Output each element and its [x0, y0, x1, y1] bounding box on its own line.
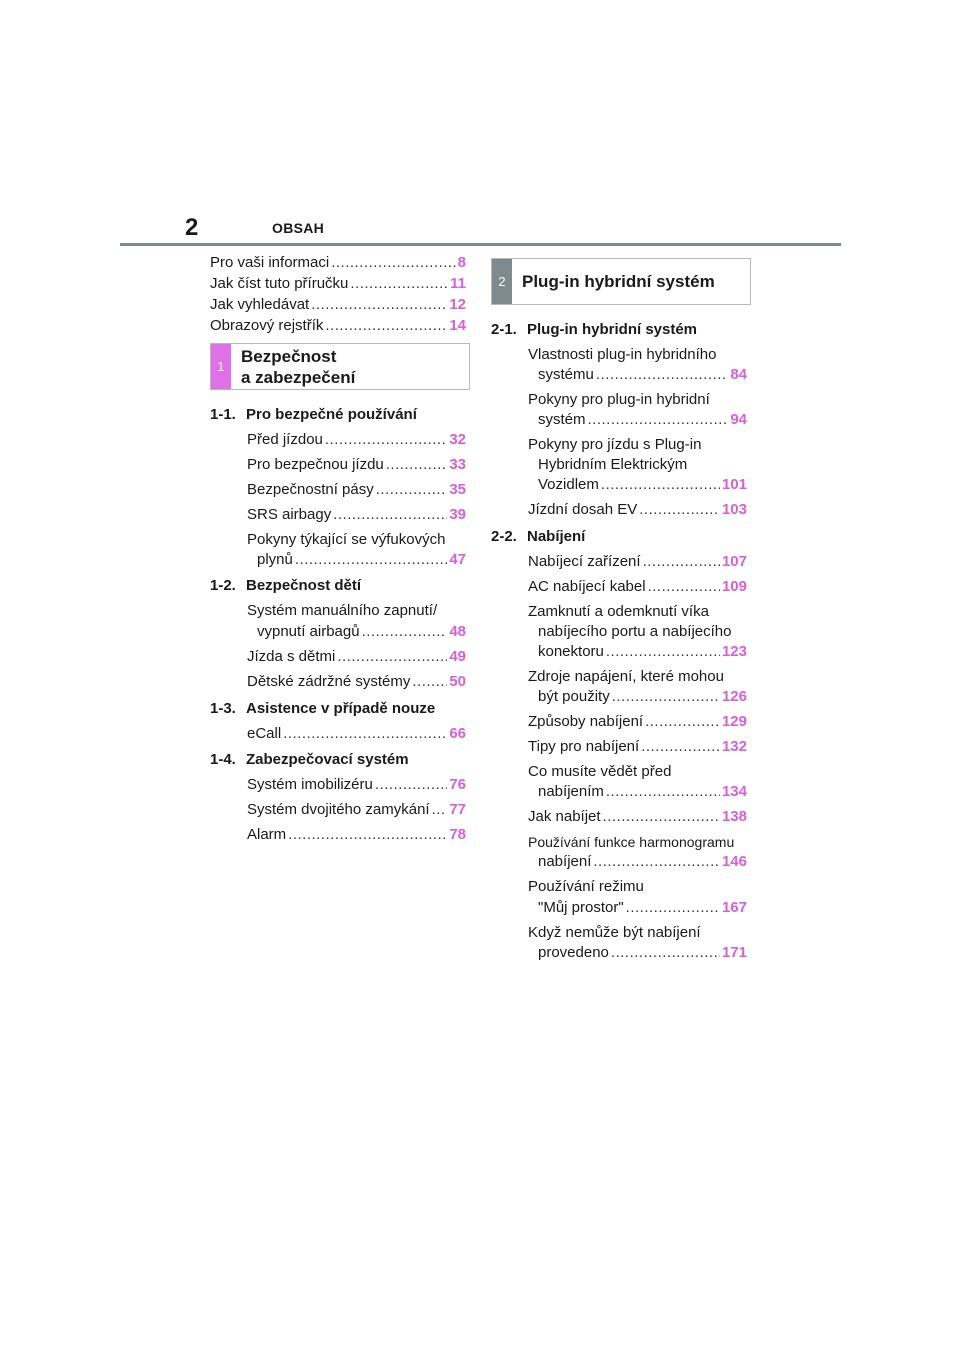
- subsection-heading[interactable]: 1-2. Bezpečnost dětí: [210, 577, 362, 594]
- header-rule: [120, 243, 841, 246]
- toc-entry-text-line1: Vlastnosti plug-in hybridního: [528, 346, 717, 363]
- toc-entry-page[interactable]: 8: [457, 254, 466, 271]
- toc-entry-page[interactable]: 12: [449, 296, 466, 313]
- toc-entry[interactable]: Bezpečnostní pásy ..... 35: [247, 481, 466, 498]
- section-1-tab: 1: [211, 344, 231, 389]
- toc-entry[interactable]: [210, 254, 466, 271]
- toc-entry[interactable]: [210, 296, 466, 313]
- toc-entry[interactable]: Pro bezpečnou jízdu ..... 33: [247, 456, 466, 473]
- toc-entry-text: Jak vyhledávat: [210, 296, 310, 313]
- toc-entry-page[interactable]: 50: [449, 673, 466, 690]
- toc-entry-text-line1: Používání režimu: [528, 878, 644, 895]
- toc-entry-page[interactable]: 35: [449, 481, 466, 498]
- toc-entry-page[interactable]: 134: [721, 783, 747, 800]
- toc-entry-page[interactable]: 107: [721, 553, 747, 570]
- toc-entry-text-line1: Systém manuálního zapnutí/: [247, 602, 438, 619]
- toc-entry-text: Pro vaši informaci: [210, 254, 330, 271]
- toc-entry-page[interactable]: 39: [449, 506, 466, 523]
- toc-entry-page[interactable]: 47: [449, 551, 466, 568]
- page-number: 2: [185, 214, 199, 241]
- toc-entry[interactable]: Jízdní dosah EV ..... 103: [528, 501, 747, 518]
- toc-entry[interactable]: SRS airbagy ..... 39: [247, 506, 466, 523]
- toc-entry-text-line1: Zamknutí a odemknutí víka: [528, 603, 709, 620]
- section-2-title: Plug-in hybridní systém: [522, 272, 715, 291]
- section-2-header[interactable]: [491, 258, 751, 305]
- toc-entry[interactable]: Nabíjecí zařízení ..... 107: [528, 553, 747, 570]
- subsection-heading[interactable]: 2-2. Nabíjení: [491, 528, 586, 545]
- toc-entry[interactable]: Tipy pro nabíjení ..... 132: [528, 738, 747, 755]
- toc-entry[interactable]: [210, 317, 466, 334]
- page-title: OBSAH: [272, 220, 325, 236]
- toc-entry-text-line1: Pokyny pro jízdu s Plug-in: [528, 436, 702, 453]
- toc-entry-text: Obrazový rejstřík: [210, 317, 324, 334]
- toc-entry-page[interactable]: 103: [721, 501, 747, 518]
- toc-entry[interactable]: Před jízdou ..... 32: [247, 431, 466, 448]
- toc-entry-page[interactable]: 126: [721, 688, 747, 705]
- toc-entry-page[interactable]: 66: [449, 725, 466, 742]
- toc-entry-page[interactable]: 109: [721, 578, 747, 595]
- toc-entry-page[interactable]: 11: [450, 275, 466, 292]
- toc-entry-page[interactable]: 101: [721, 476, 747, 493]
- toc-entry-page[interactable]: 146: [721, 853, 747, 870]
- toc-entry-page[interactable]: 33: [449, 456, 466, 473]
- toc-entry-page[interactable]: 138: [721, 808, 747, 825]
- toc-entry[interactable]: nabíjením ..... 134: [538, 783, 747, 800]
- toc-entry-text-line2: Hybridním Elektrickým: [538, 456, 688, 473]
- toc-entry-page[interactable]: 32: [449, 431, 466, 448]
- toc-entry-page[interactable]: 78: [449, 826, 466, 843]
- toc-entry-page[interactable]: 76: [449, 776, 466, 793]
- toc-entry-text-line1: Pokyny týkající se výfukových: [247, 531, 446, 548]
- section-1-title-line1: Bezpečnost: [241, 347, 337, 366]
- toc-entry-page[interactable]: 14: [449, 317, 466, 334]
- toc-entry[interactable]: být použity ..... 126: [538, 688, 747, 705]
- toc-entry[interactable]: systém ..... 94: [538, 411, 747, 428]
- toc-entry-page[interactable]: 49: [449, 648, 466, 665]
- toc-entry-page[interactable]: 132: [721, 738, 747, 755]
- toc-entry[interactable]: nabíjení ..... 146: [538, 853, 747, 870]
- toc-entry[interactable]: Systém imobilizéru ..... 76: [247, 776, 466, 793]
- toc-entry-page[interactable]: 48: [449, 623, 466, 640]
- toc-entry[interactable]: plynů ..... 47: [257, 551, 466, 568]
- toc-entry-text-line1: Co musíte vědět před: [528, 763, 672, 780]
- toc-entry[interactable]: konektoru ..... 123: [538, 643, 747, 660]
- toc-entry-page[interactable]: 129: [721, 713, 747, 730]
- subsection-heading[interactable]: 2-1. Plug-in hybridní systém: [491, 321, 698, 338]
- toc-entry[interactable]: Jak nabíjet ..... 138: [528, 808, 747, 825]
- toc-entry[interactable]: Způsoby nabíjení ..... 129: [528, 713, 747, 730]
- toc-entry-page[interactable]: 123: [721, 643, 747, 660]
- toc-entry-text-line1: Používání funkce harmonogramu: [528, 834, 735, 850]
- toc-entry-text-line2: nabíjecího portu a nabíjecího: [538, 623, 732, 640]
- section-2-tab: 2: [492, 259, 512, 304]
- section-1-header[interactable]: [210, 343, 470, 390]
- toc-entry-page[interactable]: 167: [721, 899, 747, 916]
- toc-entry[interactable]: AC nabíjecí kabel ..... 109: [528, 578, 747, 595]
- toc-entry[interactable]: provedeno ..... 171: [538, 944, 747, 961]
- toc-entry-text: Jak číst tuto příručku: [210, 275, 349, 292]
- toc-entry[interactable]: Jízda s dětmi ..... 49: [247, 648, 466, 665]
- toc-entry[interactable]: eCall ..... 66: [247, 725, 466, 742]
- subsection-heading[interactable]: 1-1. Pro bezpečné používání: [210, 406, 417, 423]
- toc-entry[interactable]: "Můj prostor" ..... 167: [538, 899, 747, 916]
- toc-entry[interactable]: vypnutí airbagů ..... 48: [257, 623, 466, 640]
- toc-entry[interactable]: Systém dvojitého zamykání ..... 77: [247, 801, 466, 818]
- toc-entry-text-line1: Zdroje napájení, které mohou: [528, 668, 724, 685]
- toc-entry[interactable]: Alarm ..... 78: [247, 826, 466, 843]
- toc-entry-text-line1: Když nemůže být nabíjení: [528, 924, 701, 941]
- toc-entry[interactable]: systému ..... 84: [538, 366, 747, 383]
- toc-entry[interactable]: Vozidlem ..... 101: [538, 476, 747, 493]
- toc-entry-page[interactable]: 171: [721, 944, 747, 961]
- toc-entry-page[interactable]: 77: [449, 801, 466, 818]
- toc-entry-text-line1: Pokyny pro plug-in hybridní: [528, 391, 710, 408]
- toc-entry-page[interactable]: 94: [730, 411, 747, 428]
- section-1-title-line2: a zabezpečení: [241, 368, 356, 387]
- toc-entry-page[interactable]: 84: [730, 366, 747, 383]
- subsection-heading[interactable]: 1-3. Asistence v případě nouze: [210, 700, 436, 717]
- subsection-heading[interactable]: 1-4. Zabezpečovací systém: [210, 751, 409, 768]
- toc-entry[interactable]: Dětské zádržné systémy ..... 50: [247, 673, 466, 690]
- toc-entry[interactable]: [210, 275, 466, 292]
